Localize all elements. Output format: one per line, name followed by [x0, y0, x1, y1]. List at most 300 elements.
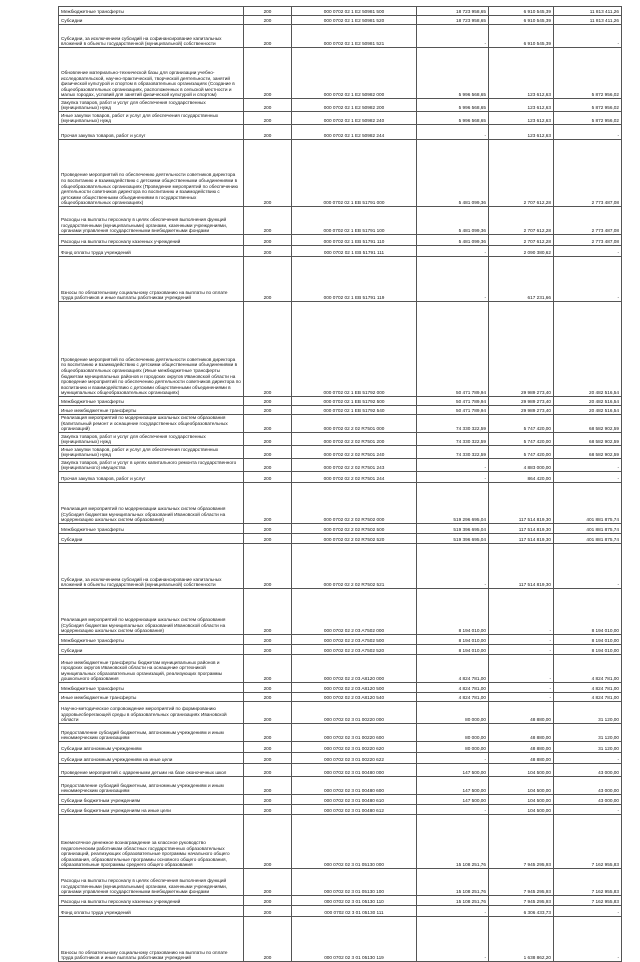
table-row	[59, 524, 622, 534]
row-value-unexecuted: 20 482 516,54	[554, 302, 622, 397]
table-row	[59, 483, 622, 524]
row-code: 200	[244, 534, 292, 544]
row-name: Научно-методическое сопровождение мероприятий по формированию здоровьесберегающей среды в образовательных организациях Ивановской области	[59, 702, 244, 724]
row-value-unexecuted: 8 194 010,00	[554, 635, 622, 645]
row-kbk: 000 0702 02 2 02 R7502 521	[292, 544, 417, 589]
table-row	[59, 815, 622, 869]
row-name: Реализация мероприятий по модернизации школьных систем образования (Капитальный ремонт и оснащение государственных общеобразовательных организаций)	[59, 415, 244, 433]
row-code: 200	[244, 406, 292, 415]
row-name: Прочая закупка товаров, работ и услуг	[59, 472, 244, 483]
row-value-executed: 123 612,63	[489, 112, 554, 125]
row-name: Субсидии	[59, 645, 244, 655]
row-code: 200	[244, 753, 292, 764]
table-row	[59, 693, 622, 702]
row-value-executed: 4 883 000,00	[489, 459, 554, 472]
row-code: 200	[244, 415, 292, 433]
row-value-approved: 4 824 781,00	[417, 693, 489, 702]
row-value-approved: 50 471 789,94	[417, 302, 489, 397]
row-value-executed: 117 514 819,30	[489, 524, 554, 534]
row-name: Субсидии	[59, 534, 244, 544]
table-row	[59, 25, 622, 48]
row-kbk: 000 0702 02 1 E2 50982 244	[292, 125, 417, 140]
row-code: 200	[244, 805, 292, 815]
table-row	[59, 112, 622, 125]
table-row	[59, 257, 622, 302]
row-value-unexecuted: -	[554, 753, 622, 764]
row-kbk: 000 0702 02 2 03 A7502 520	[292, 645, 417, 655]
row-code: 200	[244, 544, 292, 589]
row-value-approved: 5 996 568,65	[417, 48, 489, 99]
row-value-approved: 147 500,00	[417, 795, 489, 805]
row-value-executed: 117 514 819,30	[489, 534, 554, 544]
row-value-approved: 519 396 695,04	[417, 534, 489, 544]
row-name: Закупка товаров, работ и услуг для обеспечения государственных (муниципальных) нужд	[59, 433, 244, 446]
row-kbk: 000 0702 02 1 E2 50982 200	[292, 99, 417, 112]
row-name: Иные закупки товаров, работ и услуг для обеспечения государственных (муниципальных) нужд	[59, 446, 244, 459]
row-name: Межбюджетные трансферты	[59, 683, 244, 693]
row-kbk: 000 0702 02 3 01 05130 119	[292, 917, 417, 962]
table-row	[59, 48, 622, 99]
row-kbk: 000 0702 02 3 01 05130 100	[292, 869, 417, 896]
row-value-executed: 6 910 545,39	[489, 25, 554, 48]
row-value-executed: 123 612,63	[489, 99, 554, 112]
row-name: Иные межбюджетные трансферты бюджетам муниципальных районов и городских округов Ивановской области на оснащение оргтехникой муниципальных образовательных организаций, реализующих программы дошкольного образования	[59, 655, 244, 683]
row-value-executed: -	[489, 693, 554, 702]
row-value-approved: 15 108 251,76	[417, 815, 489, 869]
table-row	[59, 869, 622, 896]
row-value-unexecuted: 31 120,00	[554, 702, 622, 724]
row-value-unexecuted: 8 194 010,00	[554, 589, 622, 635]
table-row	[59, 7, 622, 16]
row-kbk: 000 0702 02 3 01 00480 612	[292, 805, 417, 815]
row-value-executed: 864 420,00	[489, 472, 554, 483]
row-kbk: 000 0702 02 2 03 A7502 000	[292, 589, 417, 635]
row-code: 200	[244, 777, 292, 795]
table-row	[59, 544, 622, 589]
row-name: Субсидии	[59, 16, 244, 25]
row-code: 200	[244, 207, 292, 235]
row-value-unexecuted: 43 000,00	[554, 777, 622, 795]
table-row	[59, 446, 622, 459]
row-value-executed: 123 612,63	[489, 48, 554, 99]
row-code: 200	[244, 869, 292, 896]
row-name: Иные межбюджетные трансферты	[59, 693, 244, 702]
row-kbk: 000 0702 02 3 01 00480 600	[292, 777, 417, 795]
row-code: 200	[244, 655, 292, 683]
row-value-unexecuted: -	[554, 125, 622, 140]
row-kbk: 000 0702 02 3 01 00480 000	[292, 764, 417, 777]
row-code: 200	[244, 112, 292, 125]
row-name: Иные закупки товаров, работ и услуг для обеспечения государственных (муниципальных) нужд	[59, 112, 244, 125]
row-value-approved: 80 000,00	[417, 702, 489, 724]
table-row	[59, 635, 622, 645]
row-code: 200	[244, 397, 292, 406]
row-value-executed: -	[489, 635, 554, 645]
row-value-unexecuted: 68 582 902,59	[554, 446, 622, 459]
row-kbk: 000 0702 02 1 EВ 51791 110	[292, 235, 417, 246]
row-value-executed: 29 989 273,40	[489, 302, 554, 397]
row-value-unexecuted: 2 773 487,08	[554, 207, 622, 235]
table-row	[59, 906, 622, 917]
table-row	[59, 207, 622, 235]
row-kbk: 000 0702 02 2 02 R7502 000	[292, 483, 417, 524]
row-name: Закупка товаров, работ и услуг в целях капитального ремонта государственного (муниципального) имущества	[59, 459, 244, 472]
row-value-unexecuted: 5 872 956,02	[554, 99, 622, 112]
row-value-approved: 5 481 099,36	[417, 235, 489, 246]
table-row	[59, 534, 622, 544]
row-value-executed: 2 707 612,28	[489, 140, 554, 207]
table-row	[59, 589, 622, 635]
row-value-approved: 5 996 568,65	[417, 112, 489, 125]
row-value-approved: 5 481 099,36	[417, 207, 489, 235]
row-kbk: 000 0702 02 3 01 00220 622	[292, 753, 417, 764]
table-row	[59, 415, 622, 433]
row-value-approved: 18 723 958,65	[417, 16, 489, 25]
row-kbk: 000 0702 02 2 03 A8120 500	[292, 683, 417, 693]
row-code: 200	[244, 702, 292, 724]
row-value-approved: -	[417, 544, 489, 589]
row-kbk: 000 0702 02 2 02 R7502 520	[292, 534, 417, 544]
row-value-approved: 15 108 251,76	[417, 869, 489, 896]
row-value-unexecuted: -	[554, 544, 622, 589]
table-row	[59, 472, 622, 483]
table-row	[59, 235, 622, 246]
row-value-unexecuted: -	[554, 917, 622, 962]
row-value-executed: 5 747 420,00	[489, 415, 554, 433]
row-value-unexecuted: 11 813 411,26	[554, 7, 622, 16]
row-value-unexecuted: 2 773 487,08	[554, 140, 622, 207]
row-code: 200	[244, 524, 292, 534]
row-kbk: 000 0702 02 2 02 R7502 500	[292, 524, 417, 534]
row-kbk: 000 0702 02 3 01 05130 111	[292, 906, 417, 917]
row-name: Проведение мероприятий по обеспечению деятельности советников директора по воспитанию и взаимодействию с детскими общественными объединениями в общеобразовательных организациях (Проведение мероприятий по обеспечению деятельности советников директора по воспитанию и взаимодействию с детскими общественными объединениями в государственных общеобразовательных организациях)	[59, 140, 244, 207]
row-kbk: 000 0702 02 3 01 05130 110	[292, 896, 417, 906]
row-value-unexecuted: 5 872 956,02	[554, 48, 622, 99]
row-value-unexecuted: -	[554, 472, 622, 483]
row-value-unexecuted: 7 162 955,83	[554, 896, 622, 906]
row-value-approved: 519 296 695,04	[417, 483, 489, 524]
row-kbk: 000 0702 02 3 01 00220 000	[292, 702, 417, 724]
row-value-approved: -	[417, 125, 489, 140]
row-name: Межбюджетные трансферты	[59, 7, 244, 16]
row-value-executed: 1 638 862,20	[489, 917, 554, 962]
row-code: 200	[244, 906, 292, 917]
row-name: Межбюджетные трансферты	[59, 397, 244, 406]
row-value-unexecuted: 401 881 875,74	[554, 483, 622, 524]
row-value-approved: 15 108 251,76	[417, 896, 489, 906]
row-value-approved: 50 471 789,94	[417, 397, 489, 406]
row-value-executed: 29 989 273,40	[489, 406, 554, 415]
row-code: 200	[244, 25, 292, 48]
row-value-unexecuted: 7 162 955,83	[554, 815, 622, 869]
row-value-approved: 74 330 322,59	[417, 433, 489, 446]
row-kbk: 000 0702 02 3 01 00480 610	[292, 795, 417, 805]
row-value-unexecuted: -	[554, 25, 622, 48]
table-row	[59, 645, 622, 655]
row-kbk: 000 0702 02 1 E2 50981 521	[292, 25, 417, 48]
row-code: 200	[244, 815, 292, 869]
row-name: Расходы на выплаты персоналу казенных учреждений	[59, 235, 244, 246]
row-value-unexecuted: 20 482 516,54	[554, 397, 622, 406]
row-value-unexecuted: -	[554, 459, 622, 472]
row-name: Субсидии, за исключением субсидий на софинансирование капитальных вложений в объекты государственной (муниципальной) собственности	[59, 25, 244, 48]
row-kbk: 000 0702 02 1 E2 50981 520	[292, 16, 417, 25]
row-value-approved: 80 000,00	[417, 742, 489, 753]
row-code: 200	[244, 917, 292, 962]
row-value-unexecuted: -	[554, 805, 622, 815]
table-row	[59, 683, 622, 693]
row-code: 200	[244, 472, 292, 483]
table-row	[59, 99, 622, 112]
row-value-executed: 2 707 612,28	[489, 235, 554, 246]
row-kbk: 000 0702 02 1 EВ 51791 111	[292, 246, 417, 257]
row-name: Фонд оплаты труда учреждений	[59, 246, 244, 257]
row-code: 200	[244, 99, 292, 112]
row-name: Субсидии автономным учреждениям на иные цели	[59, 753, 244, 764]
table-row	[59, 125, 622, 140]
row-value-executed: 2 090 380,62	[489, 246, 554, 257]
row-code: 200	[244, 433, 292, 446]
row-value-executed: -	[489, 655, 554, 683]
row-code: 200	[244, 742, 292, 753]
row-value-executed: 48 880,00	[489, 702, 554, 724]
table-row	[59, 302, 622, 397]
row-value-approved: -	[417, 917, 489, 962]
row-kbk: 000 0702 02 1 EВ 51791 000	[292, 140, 417, 207]
row-value-executed: 6 306 433,73	[489, 906, 554, 917]
row-value-executed: 117 514 819,30	[489, 544, 554, 589]
row-value-unexecuted: 2 773 487,08	[554, 235, 622, 246]
row-code: 200	[244, 16, 292, 25]
row-value-executed: -	[489, 683, 554, 693]
row-code: 200	[244, 724, 292, 742]
row-value-executed: 48 880,00	[489, 753, 554, 764]
row-value-approved: -	[417, 805, 489, 815]
row-name: Иные межбюджетные трансферты	[59, 406, 244, 415]
row-name: Расходы на выплаты персоналу в целях обеспечения выполнения функций государственными (муниципальными) органами, казенными учреждениями, органами управления государственными внебюджетными фондами	[59, 207, 244, 235]
row-kbk: 000 0702 02 1 E2 50981 500	[292, 7, 417, 16]
row-name: Межбюджетные трансферты	[59, 524, 244, 534]
row-value-executed: 7 945 295,93	[489, 896, 554, 906]
row-name: Проведение мероприятий по обеспечению деятельности советников директора по воспитанию и взаимодействию с детскими общественными объединениями в общеобразовательных организациях (Иные межбюджетные трансферты бюджетам муниципальных районов и городских округов Ивановской области на проведение мероприятий по обеспечению деятельности советников директора по воспитанию и взаимодействию с детскими общественными объединениями в муниципальных общеобразовательных организациях)	[59, 302, 244, 397]
row-value-approved: 74 330 322,59	[417, 446, 489, 459]
row-value-unexecuted: 8 194 010,00	[554, 645, 622, 655]
row-value-executed: 104 500,00	[489, 777, 554, 795]
table-row	[59, 702, 622, 724]
row-code: 200	[244, 683, 292, 693]
row-code: 200	[244, 235, 292, 246]
row-value-unexecuted: 31 120,00	[554, 724, 622, 742]
row-value-approved: -	[417, 459, 489, 472]
row-value-unexecuted: 4 824 781,00	[554, 655, 622, 683]
row-value-approved: 18 723 958,65	[417, 7, 489, 16]
row-name: Субсидии, за исключением субсидий на софинансирование капитальных вложений в объекты государственной (муниципальной) собственности	[59, 544, 244, 589]
row-value-executed: 7 945 295,93	[489, 815, 554, 869]
row-value-approved: 74 330 322,59	[417, 415, 489, 433]
row-name: Прочая закупка товаров, работ и услуг	[59, 125, 244, 140]
row-kbk: 000 0702 02 3 01 05130 000	[292, 815, 417, 869]
row-kbk: 000 0702 02 1 EВ 51791 100	[292, 207, 417, 235]
row-value-unexecuted: 68 582 902,59	[554, 433, 622, 446]
row-code: 200	[244, 246, 292, 257]
row-name: Расходы на выплаты персоналу казенных учреждений	[59, 896, 244, 906]
row-value-approved: 50 471 789,94	[417, 406, 489, 415]
row-value-executed: 6 910 545,39	[489, 7, 554, 16]
row-kbk: 000 0702 02 1 E2 50982 000	[292, 48, 417, 99]
table-row	[59, 764, 622, 777]
row-code: 200	[244, 459, 292, 472]
table-row	[59, 917, 622, 962]
row-value-executed: 6 910 545,39	[489, 16, 554, 25]
row-value-unexecuted: -	[554, 246, 622, 257]
row-value-approved: -	[417, 472, 489, 483]
row-code: 200	[244, 645, 292, 655]
row-kbk: 000 0702 02 2 02 R7501 240	[292, 446, 417, 459]
table-row	[59, 777, 622, 795]
row-value-executed: 5 747 420,00	[489, 446, 554, 459]
row-code: 200	[244, 693, 292, 702]
row-code: 200	[244, 589, 292, 635]
table-row	[59, 16, 622, 25]
row-value-approved: -	[417, 257, 489, 302]
row-kbk: 000 0702 02 1 EВ 51792 000	[292, 302, 417, 397]
row-value-unexecuted: 20 482 516,54	[554, 406, 622, 415]
row-code: 200	[244, 483, 292, 524]
row-value-unexecuted: 401 881 875,74	[554, 524, 622, 534]
row-name: Предоставление субсидий бюджетным, автономным учреждениям и иным некоммерческим организациям	[59, 724, 244, 742]
row-name: Межбюджетные трансферты	[59, 635, 244, 645]
table-row	[59, 896, 622, 906]
row-value-unexecuted: 43 000,00	[554, 795, 622, 805]
row-value-approved: 147 500,00	[417, 777, 489, 795]
table-row	[59, 655, 622, 683]
row-value-executed: 48 880,00	[489, 724, 554, 742]
row-value-approved: -	[417, 246, 489, 257]
row-name: Обновление материально-технической базы для организации учебно-исследовательской, научно-практической, творческой деятельности, занятий физической культурой и спортом в образовательных организациях (Создание в общеобразовательных организациях, расположенных в сельской местности и малых городах, условий для занятий физической культурой и спортом)	[59, 48, 244, 99]
row-value-unexecuted: 5 872 956,02	[554, 112, 622, 125]
row-name: Закупка товаров, работ и услуг для обеспечения государственных (муниципальных) нужд	[59, 99, 244, 112]
row-value-executed: 2 707 612,28	[489, 207, 554, 235]
row-value-executed: 123 612,63	[489, 125, 554, 140]
row-value-executed: 104 500,00	[489, 805, 554, 815]
row-value-unexecuted: 31 120,00	[554, 742, 622, 753]
row-name: Субсидии бюджетным учреждениям	[59, 795, 244, 805]
row-code: 200	[244, 795, 292, 805]
row-value-approved: 519 396 695,04	[417, 524, 489, 534]
row-name: Фонд оплаты труда учреждений	[59, 906, 244, 917]
row-value-approved: 8 194 010,00	[417, 589, 489, 635]
row-code: 200	[244, 257, 292, 302]
row-value-approved: 4 824 781,00	[417, 655, 489, 683]
row-value-executed: 117 514 819,30	[489, 483, 554, 524]
table-row	[59, 397, 622, 406]
row-value-unexecuted: -	[554, 257, 622, 302]
row-kbk: 000 0702 02 2 02 R7501 244	[292, 472, 417, 483]
row-kbk: 000 0702 02 1 E2 50982 240	[292, 112, 417, 125]
row-code: 200	[244, 302, 292, 397]
row-value-approved: 80 000,00	[417, 724, 489, 742]
row-value-executed: 48 880,00	[489, 742, 554, 753]
row-kbk: 000 0702 02 2 02 R7501 000	[292, 415, 417, 433]
table-row	[59, 246, 622, 257]
row-value-unexecuted: 4 824 781,00	[554, 683, 622, 693]
row-code: 200	[244, 635, 292, 645]
row-value-executed: 5 747 420,00	[489, 433, 554, 446]
row-name: Проведение мероприятий с одаренными детьми на базе оконочечных школ	[59, 764, 244, 777]
row-value-executed: 104 500,00	[489, 795, 554, 805]
row-code: 200	[244, 896, 292, 906]
row-value-approved: 8 194 010,00	[417, 645, 489, 655]
row-value-approved: 5 481 099,36	[417, 140, 489, 207]
table-row	[59, 406, 622, 415]
row-kbk: 000 0702 02 2 03 A7502 500	[292, 635, 417, 645]
row-name: Субсидии бюджетным учреждениям на иные цели	[59, 805, 244, 815]
row-value-approved: 5 996 568,65	[417, 99, 489, 112]
row-name: Взносы по обязательному социальному страхованию на выплаты по оплате труда работников и иные выплаты работникам учреждений	[59, 257, 244, 302]
row-kbk: 000 0702 02 2 03 A8120 000	[292, 655, 417, 683]
row-kbk: 000 0702 02 1 EВ 51792 500	[292, 397, 417, 406]
row-name: Реализация мероприятий по модернизации школьных систем образования (Субсидия бюджетам муниципальных образований Ивановской области на модернизацию школьных систем образования)	[59, 483, 244, 524]
row-value-unexecuted: -	[554, 906, 622, 917]
row-name: Субсидии автономным учреждениям	[59, 742, 244, 753]
row-kbk: 000 0702 02 2 02 R7501 243	[292, 459, 417, 472]
row-kbk: 000 0702 02 1 EВ 51791 119	[292, 257, 417, 302]
row-value-unexecuted: 68 582 902,59	[554, 415, 622, 433]
row-value-executed: 617 231,66	[489, 257, 554, 302]
row-value-approved: 4 824 781,00	[417, 683, 489, 693]
row-value-approved: -	[417, 906, 489, 917]
row-value-approved: 147 500,00	[417, 764, 489, 777]
table-row	[59, 742, 622, 753]
row-kbk: 000 0702 02 2 03 A8120 540	[292, 693, 417, 702]
row-code: 200	[244, 48, 292, 99]
row-value-executed: -	[489, 589, 554, 635]
row-value-unexecuted: 43 000,00	[554, 764, 622, 777]
row-name: Расходы на выплаты персоналу в целях обеспечения выполнения функций государственными (муниципальными) органами, казенными учреждениями, органами управления государственными внебюджетными фондами	[59, 869, 244, 896]
row-name: Реализация мероприятий по модернизации школьных систем образования (Субсидия бюджетам муниципальных образований Ивановской области на модернизацию школьных систем образования)	[59, 589, 244, 635]
row-name: Ежемесячное денежное вознаграждение за классное руководство педагогическим работникам областных государственных образовательных организаций, реализующих образовательные программы начального общего образования, образовательные программы основного общего образования, образовательные программы среднего общего образования	[59, 815, 244, 869]
row-kbk: 000 0702 02 1 EВ 51792 540	[292, 406, 417, 415]
table-row	[59, 753, 622, 764]
table-row	[59, 724, 622, 742]
row-value-executed: 7 945 295,93	[489, 869, 554, 896]
row-value-approved: -	[417, 25, 489, 48]
row-value-unexecuted: 7 162 955,83	[554, 869, 622, 896]
row-kbk: 000 0702 02 3 01 00220 600	[292, 724, 417, 742]
row-value-approved: 8 194 010,00	[417, 635, 489, 645]
row-value-unexecuted: 11 813 411,26	[554, 16, 622, 25]
row-kbk: 000 0702 02 2 02 R7501 200	[292, 433, 417, 446]
budget-table	[58, 6, 622, 962]
table-row	[59, 433, 622, 446]
row-value-approved: -	[417, 753, 489, 764]
row-kbk: 000 0702 02 3 01 00220 620	[292, 742, 417, 753]
row-code: 200	[244, 125, 292, 140]
row-code: 200	[244, 446, 292, 459]
row-code: 200	[244, 7, 292, 16]
row-value-executed: 104 500,00	[489, 764, 554, 777]
table-row	[59, 140, 622, 207]
table-row	[59, 805, 622, 815]
row-name: Взносы по обязательному социальному страхованию на выплаты по оплате труда работников и иные выплаты работникам учреждений	[59, 917, 244, 962]
table-row	[59, 795, 622, 805]
row-code: 200	[244, 140, 292, 207]
budget-table-body	[59, 7, 622, 962]
row-code: 200	[244, 764, 292, 777]
row-value-executed: 29 989 273,40	[489, 397, 554, 406]
row-value-unexecuted: 401 881 875,74	[554, 534, 622, 544]
table-row	[59, 459, 622, 472]
